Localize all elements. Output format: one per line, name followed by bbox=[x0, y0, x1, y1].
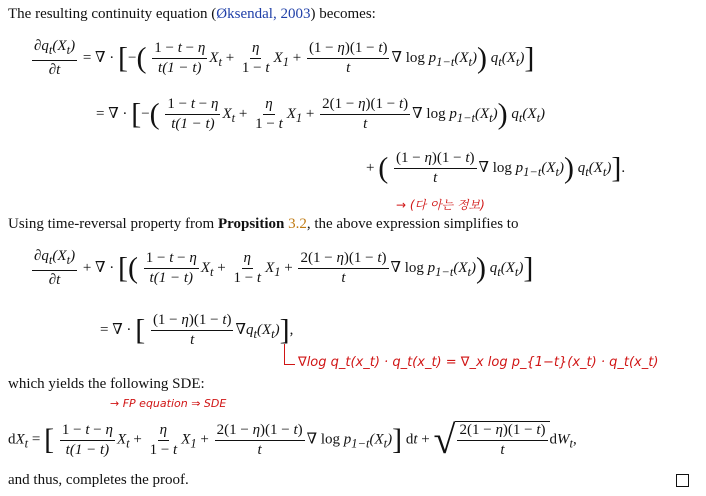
equation-continuity-line2: = ∇ · [−( $\frac{1 - t - \eta}{t(1 - t)}$ $X_t$ + $\frac{\eta}{1 - t}$ $X_1$ + $\frac{2(1 - \eta)(1 - t)}{t}$ ∇ $\log p_{1-t}(X_t)$) $q_t(X_t)$ bbox=[96, 96, 546, 132]
annotation-hook-arrow bbox=[284, 344, 295, 365]
handwritten-note-score-identity: ∇log q_t(x_t) · q_t(x_t) = ∇_x log p_{1−t}(x_t) · q_t(x_t) bbox=[298, 355, 659, 370]
paragraph-conclusion: and thus, completes the proof. bbox=[8, 472, 189, 488]
paragraph-time-reversal: Using time-reversal property from Propsition 3.2, the above expression simplifies to bbox=[8, 216, 519, 232]
equation-simplified-line1: $\frac{\partial q_t(X_t)}{\partial t}$ + ∇ · [( $\frac{1 - t - \eta}{t(1 - t)}$ $X_t$ + $\frac{\eta}{1 - t}$ $X_1$ + $\frac{2(1 - \eta)(1 - t)}{t}$ ∇ $\log p_{1-t}(X_t)$) $q_t(X_t)$] bbox=[34, 248, 534, 288]
equation-simplified-line2: = ∇ · [ $\frac{(1 - \eta)(1 - t)}{t}$ $\nabla q_t(X_t)$], bbox=[100, 312, 294, 348]
equation-continuity-line1: $\frac{\partial q_t(X_t)}{\partial t}$ = ∇ · [−( $\frac{1 - t - \eta}{t(1 - t)}$ $X_t$ + $\frac{\eta}{1 - t}$ $X_1$ + $\frac{(1 - \eta)(1 - t)}{t}$ ∇ $\log p_{1-t}(X_t)$) $q_t(X_t)$] bbox=[34, 38, 535, 78]
equation-continuity-line3: + ( $\frac{(1 - \eta)(1 - t)}{t}$ ∇ $\log p_{1-t}(X_t)$) $q_t(X_t)$]. bbox=[366, 150, 626, 186]
proposition-link[interactable]: 3.2 bbox=[288, 216, 307, 232]
qed-box-icon bbox=[676, 474, 689, 487]
paragraph-continuity-intro: The resulting continuity equation (Øksendal, 2003) becomes: bbox=[8, 6, 376, 22]
citation-link[interactable]: Øksendal, 2003 bbox=[216, 6, 311, 22]
handwritten-note-fp-equation: → FP equation ⇒ SDE bbox=[110, 397, 227, 410]
handwritten-note-known: → (다 아는 정보) bbox=[396, 198, 485, 212]
equation-sde: $dX_t$ = [ $\frac{1 - t - \eta}{t(1 - t)}$ $X_t$ + $\frac{\eta}{1 - t}$ $X_1$ + $\frac{2(1 - \eta)(1 - t)}{t}$ ∇ $\log p_{1-t}(X_t)$] dt + √ $\frac{2(1 - \eta)(1 - t)}{t}$ $dW_t$, bbox=[8, 417, 577, 462]
paragraph-sde-intro: which yields the following SDE: bbox=[8, 376, 205, 392]
